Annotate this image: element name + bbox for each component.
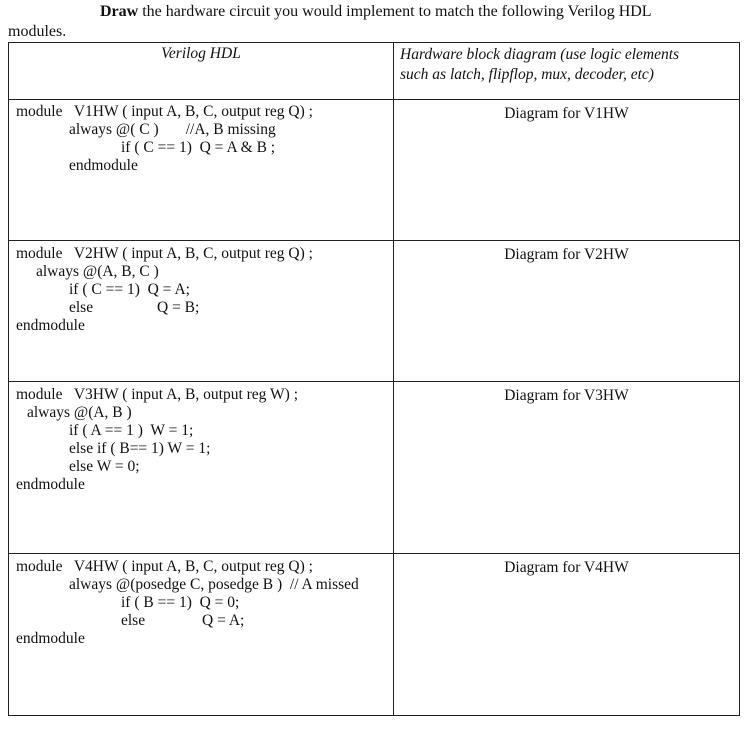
diagram-label: Diagram for V4HW bbox=[504, 559, 629, 576]
code-cell-v4hw bbox=[9, 554, 394, 716]
code-cell-v2hw bbox=[9, 241, 394, 382]
header-diagram-line1: Hardware block diagram (use logic elements bbox=[400, 46, 680, 63]
code-cell-v3hw bbox=[9, 382, 394, 554]
table-header-row bbox=[9, 43, 740, 100]
instruction-text: the hardware circuit you would implement to match the following Verilog HDL bbox=[138, 3, 652, 20]
code-line: if ( A == 1 ) W = 1; bbox=[69, 422, 194, 439]
code-line: else if ( B== 1) W = 1; bbox=[69, 440, 211, 457]
code-line: always @(A, B ) bbox=[27, 404, 132, 421]
code-line: module V1HW ( input A, B, C, output reg Q) ; bbox=[16, 103, 313, 120]
code-line: else bbox=[121, 612, 146, 629]
diagram-cell-v1hw[interactable] bbox=[394, 100, 740, 241]
code-line: if ( B == 1) Q = 0; bbox=[121, 594, 240, 611]
diagram-cell-v4hw[interactable] bbox=[394, 554, 740, 716]
table-row-v2hw bbox=[9, 241, 740, 382]
code-line: endmodule bbox=[16, 317, 85, 334]
code-line: module V4HW ( input A, B, C, output reg Q) ; bbox=[16, 558, 313, 575]
header-verilog bbox=[9, 43, 394, 100]
instruction-line bbox=[100, 3, 652, 21]
code-line: module V2HW ( input A, B, C, output reg Q) ; bbox=[16, 245, 313, 262]
instruction-continuation: modules. bbox=[8, 23, 67, 40]
code-line: Q = B; bbox=[157, 299, 200, 316]
verilog-table bbox=[8, 42, 740, 716]
table-row-v3hw bbox=[9, 382, 740, 554]
code-line: if ( C == 1) Q = A; bbox=[69, 281, 190, 298]
code-line: endmodule bbox=[16, 476, 85, 493]
table-row-v4hw bbox=[9, 554, 740, 716]
header-verilog-label: Verilog HDL bbox=[161, 45, 241, 62]
code-line: endmodule bbox=[16, 630, 85, 647]
code-line: endmodule bbox=[69, 157, 138, 174]
header-diagram-line2: such as latch, flipflop, mux, decoder, etc) bbox=[400, 66, 654, 83]
code-line: else bbox=[69, 299, 94, 316]
code-line: always @(A, B, C ) bbox=[36, 263, 159, 280]
diagram-cell-v2hw[interactable] bbox=[394, 241, 740, 382]
code-line: else W = 0; bbox=[69, 458, 140, 475]
diagram-label: Diagram for V1HW bbox=[504, 105, 629, 122]
code-line: always @( C ) //A, B missing bbox=[69, 121, 276, 138]
code-line: if ( C == 1) Q = A & B ; bbox=[121, 139, 276, 156]
code-cell-v1hw bbox=[9, 100, 394, 241]
diagram-label: Diagram for V3HW bbox=[504, 387, 629, 404]
code-line: module V3HW ( input A, B, output reg W) ; bbox=[16, 386, 298, 403]
header-diagram bbox=[394, 43, 740, 100]
instruction-bold: Draw bbox=[100, 3, 139, 20]
code-line: Q = A; bbox=[202, 612, 245, 629]
table-row-v1hw bbox=[9, 100, 740, 241]
code-line: always @(posedge C, posedge B ) // A missed bbox=[69, 576, 359, 593]
diagram-label: Diagram for V2HW bbox=[504, 246, 629, 263]
diagram-cell-v3hw[interactable] bbox=[394, 382, 740, 554]
